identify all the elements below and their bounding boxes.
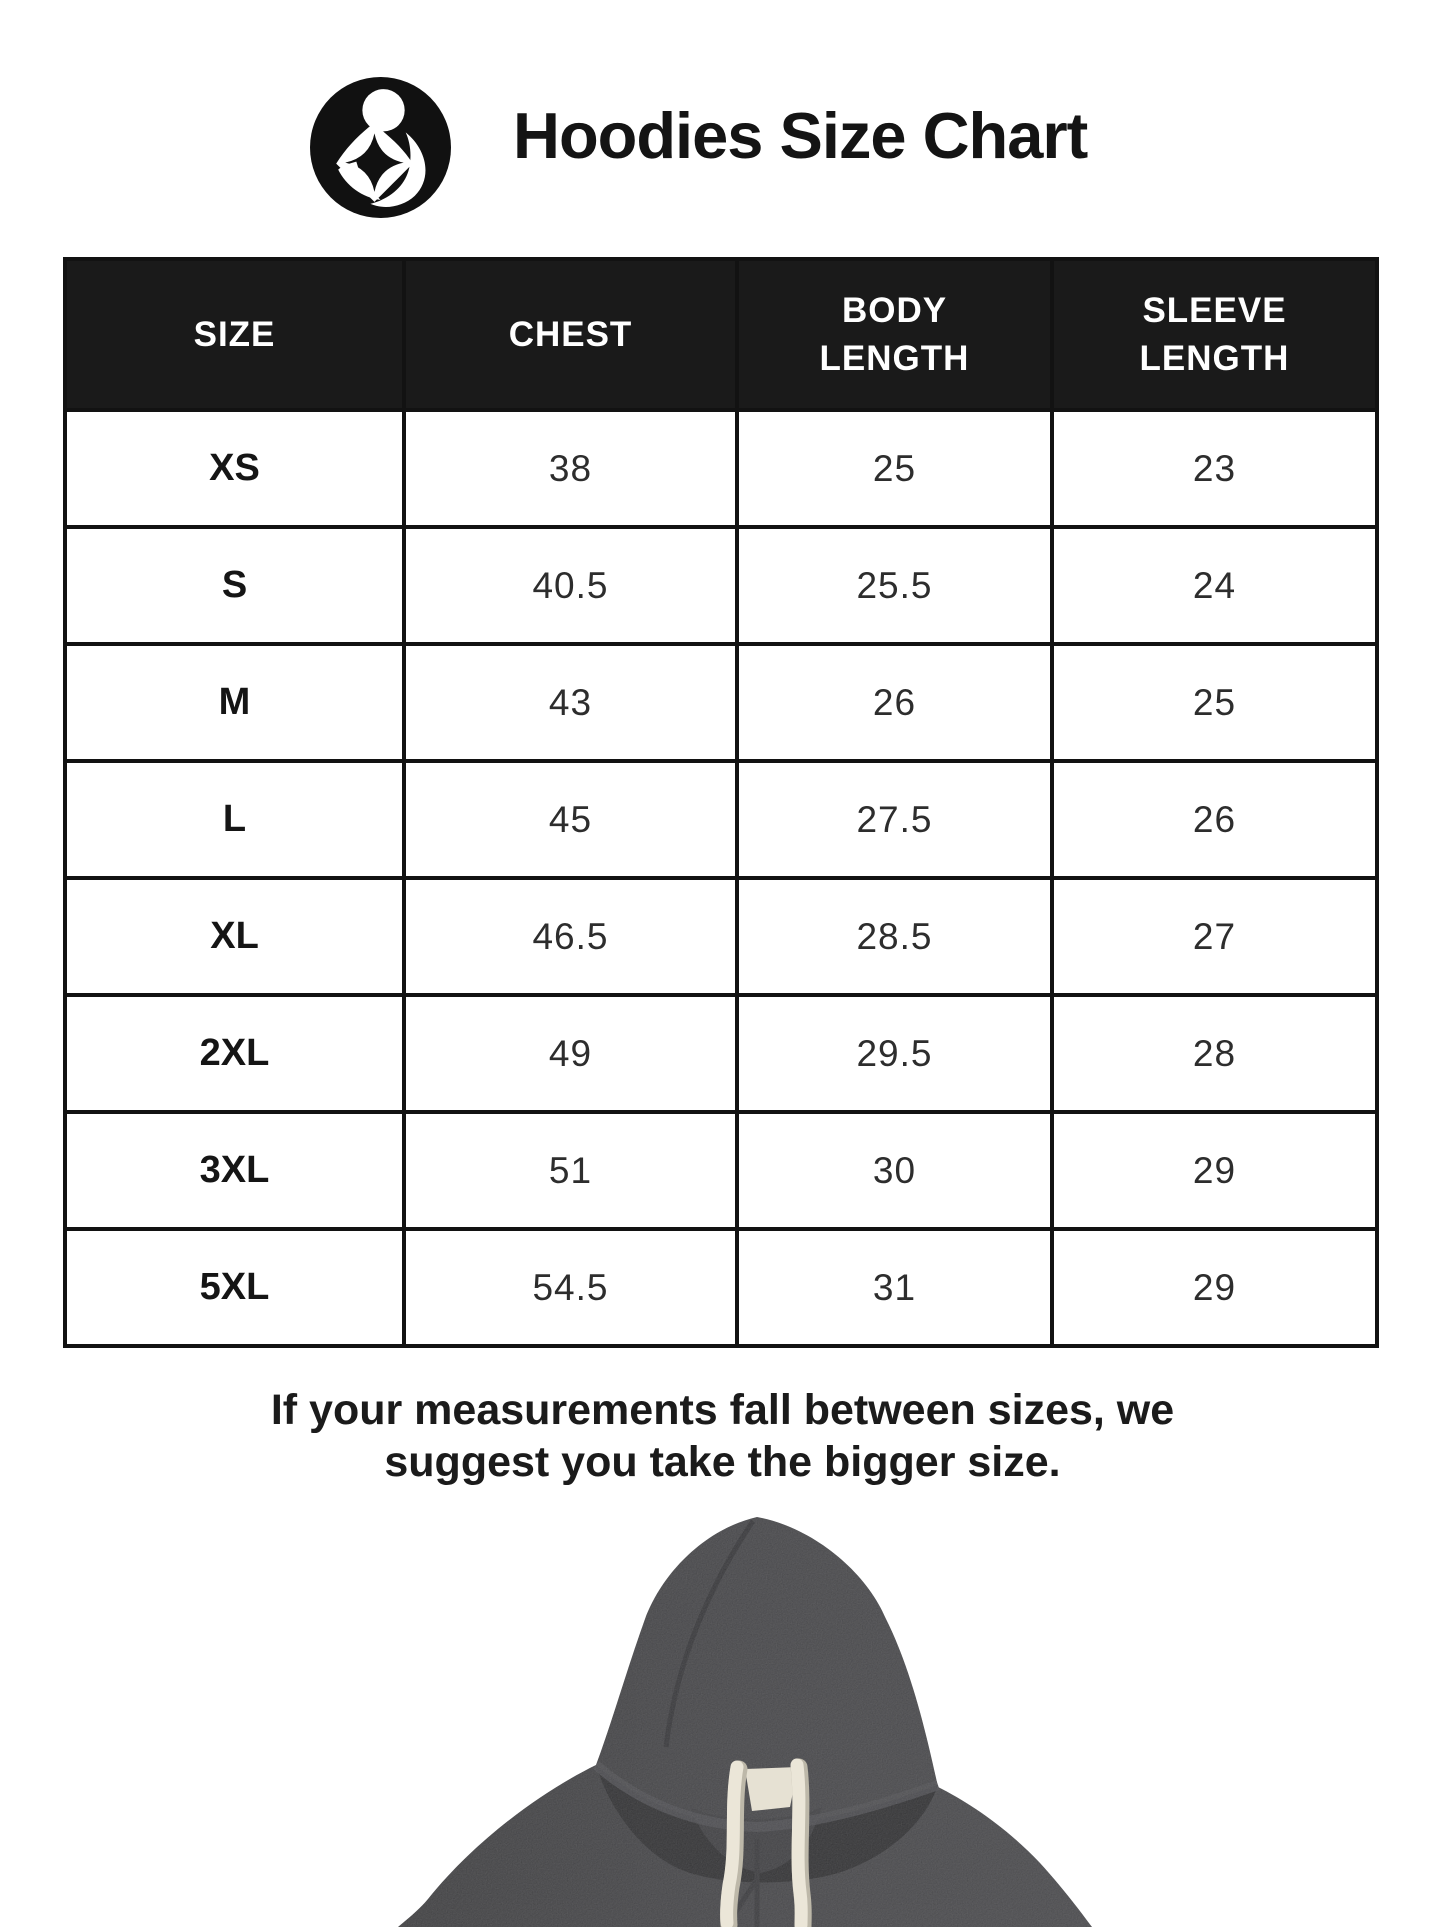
table-row-s	[65, 527, 1377, 644]
size-note-line-2: suggest you take the bigger size.	[384, 1438, 1061, 1487]
size-cell: L	[65, 761, 404, 878]
sleeve-length-cell: 29	[1052, 1229, 1377, 1346]
table-row-3xl	[65, 1112, 1377, 1229]
brand-logo-icon	[310, 77, 451, 218]
drawstring-right	[797, 1765, 801, 1925]
table-row-m	[65, 644, 1377, 761]
body-length-cell: 26	[737, 644, 1052, 761]
table-header-row	[65, 259, 1377, 410]
page-title: Hoodies Size Chart	[513, 99, 1088, 172]
chest-cell: 43	[404, 644, 737, 761]
column-header-size: SIZE	[65, 259, 404, 410]
body-length-cell: 25	[737, 410, 1052, 527]
hoodie-product-image	[0, 1507, 1445, 1927]
column-header-body-length: BODY LENGTH	[737, 259, 1052, 410]
sleeve-length-cell: 28	[1052, 995, 1377, 1112]
chest-cell: 38	[404, 410, 737, 527]
size-cell: XL	[65, 878, 404, 995]
chest-cell: 40.5	[404, 527, 737, 644]
table-body	[65, 410, 1377, 1346]
size-chart-table	[63, 257, 1379, 1348]
sleeve-length-cell: 26	[1052, 761, 1377, 878]
body-length-cell: 31	[737, 1229, 1052, 1346]
sleeve-length-cell: 24	[1052, 527, 1377, 644]
collar-lining	[745, 1767, 798, 1811]
chest-cell: 46.5	[404, 878, 737, 995]
sleeve-length-cell: 29	[1052, 1112, 1377, 1229]
table-row-5xl	[65, 1229, 1377, 1346]
size-cell: XS	[65, 410, 404, 527]
body-length-cell: 25.5	[737, 527, 1052, 644]
sleeve-length-cell: 27	[1052, 878, 1377, 995]
body-length-cell: 28.5	[737, 878, 1052, 995]
chest-cell: 51	[404, 1112, 737, 1229]
body-length-cell: 29.5	[737, 995, 1052, 1112]
size-note-line-1: If your measurements fall between sizes, we	[270, 1386, 1175, 1434]
table-row-l	[65, 761, 1377, 878]
body-length-cell: 27.5	[737, 761, 1052, 878]
table-row-xl	[65, 878, 1377, 995]
chest-cell: 54.5	[404, 1229, 737, 1346]
table-row-xs	[65, 410, 1377, 527]
chest-cell: 49	[404, 995, 737, 1112]
person-head-icon	[362, 89, 404, 131]
size-cell: M	[65, 644, 404, 761]
body-length-cell: 30	[737, 1112, 1052, 1229]
size-cell: 3XL	[65, 1112, 404, 1229]
chest-cell: 45	[404, 761, 737, 878]
column-header-sleeve-length: SLEEVE LENGTH	[1052, 259, 1377, 410]
sleeve-length-cell: 23	[1052, 410, 1377, 527]
sleeve-length-cell: 25	[1052, 644, 1377, 761]
size-note	[0, 1384, 1445, 1489]
table-row-2xl	[65, 995, 1377, 1112]
size-cell: S	[65, 527, 404, 644]
size-cell: 5XL	[65, 1229, 404, 1346]
size-cell: 2XL	[65, 995, 404, 1112]
column-header-chest: CHEST	[404, 259, 737, 410]
